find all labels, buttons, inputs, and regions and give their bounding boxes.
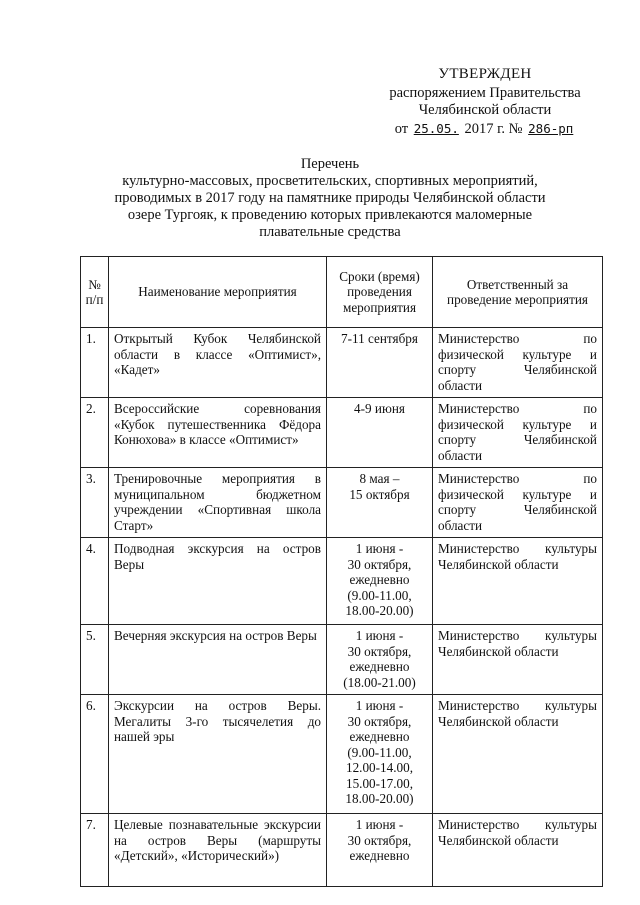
event-dates: 7-11 сентября (327, 328, 433, 398)
event-dates: 4-9 июня (327, 398, 433, 468)
row-number: 2. (81, 398, 109, 468)
event-name: Открытый Кубок Челябинской области в классе «Оптимист», «Кадет» (109, 328, 327, 398)
title-line-3: проводимых в 2017 году на памятнике природы Челябинской области (114, 190, 546, 206)
approval-line-1: распоряжением Правительства (389, 85, 581, 101)
header-num: № п/п (81, 257, 109, 328)
date-prefix: от (394, 121, 409, 137)
table-row (81, 814, 603, 887)
table-row (81, 538, 603, 625)
row-number: 4. (81, 538, 109, 625)
approval-block (360, 66, 610, 138)
table-row (81, 328, 603, 398)
row-number: 3. (81, 468, 109, 538)
event-dates: 1 июня - 30 октября, ежедневно (9.00-11.00, 18.00-20.00) (327, 538, 433, 625)
header-dates: Сроки (время) проведения мероприятия (327, 257, 433, 328)
table-row (81, 468, 603, 538)
approval-line-2: Челябинской области (418, 102, 552, 118)
title-line-5: плавательные средства (259, 224, 401, 240)
document-title (110, 156, 550, 241)
handwritten-date: 25.05. (413, 121, 459, 136)
approval-date-line (360, 120, 610, 138)
handwritten-number: 286-рп (528, 121, 574, 136)
event-responsible: Министерство по физической культуре и спорту Челябинской области (433, 328, 603, 398)
row-number: 7. (81, 814, 109, 887)
event-responsible: Министерство культуры Челябинской области (433, 538, 603, 625)
event-dates: 8 мая – 15 октября (327, 468, 433, 538)
event-responsible: Министерство по физической культуре и спорту Челябинской области (433, 468, 603, 538)
events-table (80, 256, 603, 887)
event-name: Вечерняя экскурсия на остров Веры (109, 625, 327, 695)
table-row (81, 695, 603, 814)
row-number: 6. (81, 695, 109, 814)
event-responsible: Министерство культуры Челябинской области (433, 814, 603, 887)
event-name: Экскурсии на остров Веры. Мегалиты 3-го тысячелетия до нашей эры (109, 695, 327, 814)
event-dates: 1 июня - 30 октября, ежедневно (18.00-21.00) (327, 625, 433, 695)
row-number: 5. (81, 625, 109, 695)
event-dates: 1 июня - 30 октября, ежедневно (9.00-11.00, 12.00-14.00, 15.00-17.00, 18.00-20.00) (327, 695, 433, 814)
event-responsible: Министерство культуры Челябинской области (433, 625, 603, 695)
title-line-4: озере Тургояк, к проведению которых привлекаются маломерные (127, 207, 533, 223)
title-line-2: культурно-массовых, просветительских, спортивных мероприятий, (122, 173, 538, 189)
row-number: 1. (81, 328, 109, 398)
table-row (81, 398, 603, 468)
event-dates: 1 июня - 30 октября, ежедневно (327, 814, 433, 887)
event-name: Подводная экскурсия на остров Веры (109, 538, 327, 625)
header-name: Наименование мероприятия (109, 257, 327, 328)
table-header-row (81, 257, 603, 328)
event-responsible: Министерство по физической культуре и спорту Челябинской области (433, 398, 603, 468)
approval-heading: УТВЕРЖДЕН (438, 66, 532, 82)
event-responsible: Министерство культуры Челябинской области (433, 695, 603, 814)
event-name: Всероссийские соревнования «Кубок путешественника Фёдора Конюхова» в классе «Оптимист» (109, 398, 327, 468)
year-text: 2017 г. № (464, 121, 523, 137)
table-row (81, 625, 603, 695)
header-responsible: Ответственный за проведение мероприятия (433, 257, 603, 328)
event-name: Тренировочные мероприятия в муниципальном бюджетном учреждении «Спортивная школа Старт» (109, 468, 327, 538)
title-line-1: Перечень (300, 156, 360, 172)
event-name: Целевые познавательные экскурсии на остров Веры (маршруты «Детский», «Исторический») (109, 814, 327, 887)
